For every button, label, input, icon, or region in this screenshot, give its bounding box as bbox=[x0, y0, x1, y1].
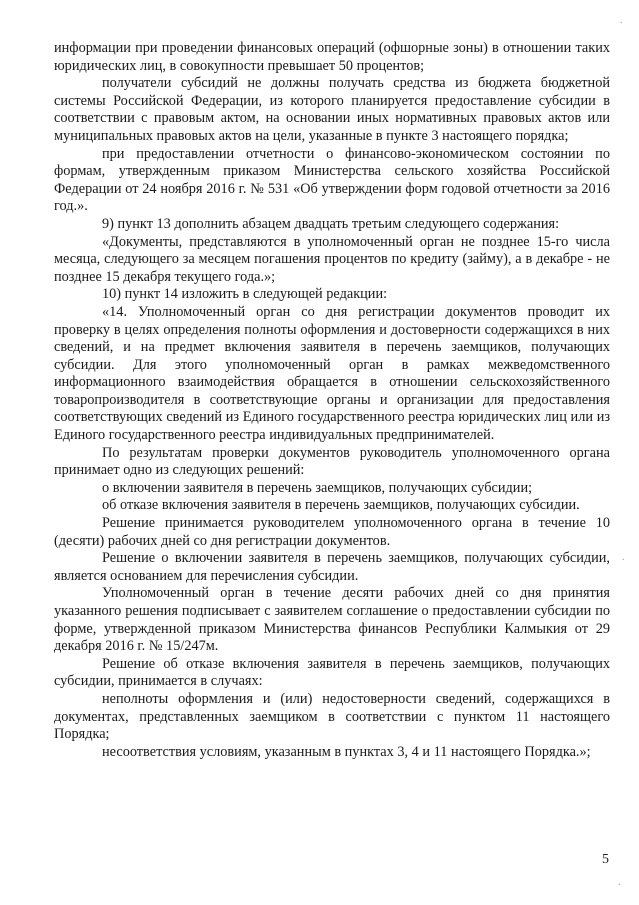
paragraph-decision-basis: Решение о включении заявителя в перечень заемщиков, получающих субсидии, является основанием для перечисления субсидии. bbox=[54, 550, 610, 584]
paragraph-item-10: 10) пункт 14 изложить в следующей редакции: bbox=[102, 286, 388, 303]
document-body bbox=[54, 40, 610, 761]
paragraph-documents-deadline: «Документы, представляются в уполномоченный орган не позднее 15-го числа месяца, следующего за месяцем погашения процентов по кредиту (займу), а в декабре - не позднее 15 декабря текущего года.»; bbox=[54, 233, 610, 285]
scan-artifact-mark: · bbox=[619, 18, 623, 29]
paragraph-item-9: 9) пункт 13 дополнить абзацем двадцать третьим следующего содержания: bbox=[102, 215, 560, 232]
page-number: 5 bbox=[602, 852, 609, 867]
paragraph-offshore-info: информации при проведении финансовых операций (офшорные зоны) в отношении таких юридических лиц, в совокупности превышает 50 процентов; bbox=[54, 40, 610, 74]
scan-artifact-mark: · bbox=[617, 880, 621, 891]
paragraph-item-14-verification: «14. Уполномоченный орган со дня регистрации документов проводит их проверку в целях определения полноты оформления и достоверности содержащихся в них сведений, и на предмет включения заявителя в перечень заемщиков, получающих субсидии. Для этого уполномоченный орган в рамках межведомственного информационного взаимодействия обращается в отношении сельскохозяйственного товаропроизводителя в соответствующие органы и организации для предоставления соответствующих сведений из Единого государственного реестра юридических лиц или из Единого государственного реестра индивидуальных предпринимателей. bbox=[54, 303, 610, 444]
paragraph-reporting-forms: при предоставлении отчетности о финансово-экономическом состоянии по формам, утвержденным приказом Министерства сельского хозяйства Российской Федерации от 24 ноября 2016 г. № 531 «Об утверждении форм годовой отчетности за 2016 год.». bbox=[54, 145, 610, 215]
scan-artifact-mark: · bbox=[621, 555, 625, 566]
paragraph-decision-include: о включении заявителя в перечень заемщиков, получающих субсидии; bbox=[102, 479, 533, 496]
paragraph-refusal-nonconformity: несоответствия условиям, указанным в пунктах 3, 4 и 11 настоящего Порядка.»; bbox=[102, 743, 591, 760]
paragraph-decision-options: По результатам проверки документов руководитель уполномоченного органа принимает одно из следующих решений: bbox=[54, 444, 610, 479]
paragraph-decision-term: Решение принимается руководителем уполномоченного органа в течение 10 (десяти) рабочих дней со дня регистрации документов. bbox=[54, 515, 610, 549]
paragraph-decision-refuse: об отказе включения заявителя в перечень заемщиков, получающих субсидии. bbox=[102, 497, 580, 514]
paragraph-budget-restriction: получатели субсидий не должны получать средства из бюджета бюджетной системы Российской Федерации, из которого планируется предоставление субсидии в соответствии с правовым актом, на основании иных нормативных правовых актов или муниципальных правовых актов на цели, указанные в пункте 3 настоящего порядка; bbox=[54, 75, 610, 144]
paragraph-agreement: Уполномоченный орган в течение десяти рабочих дней со дня принятия указанного решения подписывает с заявителем соглашение о предоставлении субсидии по форме, утвержденной приказом Министерства финансов Республики Калмыкия от 29 декабря 2016 г. № 15/247м. bbox=[54, 585, 610, 655]
paragraph-refusal-incomplete: неполноты оформления и (или) недостоверности сведений, содержащихся в документах, представленных заемщиком в соответствии с пунктом 11 настоящего Порядка; bbox=[54, 690, 610, 743]
paragraph-refusal-cases: Решение об отказе включения заявителя в перечень заемщиков, получающих субсидии, принимается в случаях: bbox=[54, 655, 610, 690]
